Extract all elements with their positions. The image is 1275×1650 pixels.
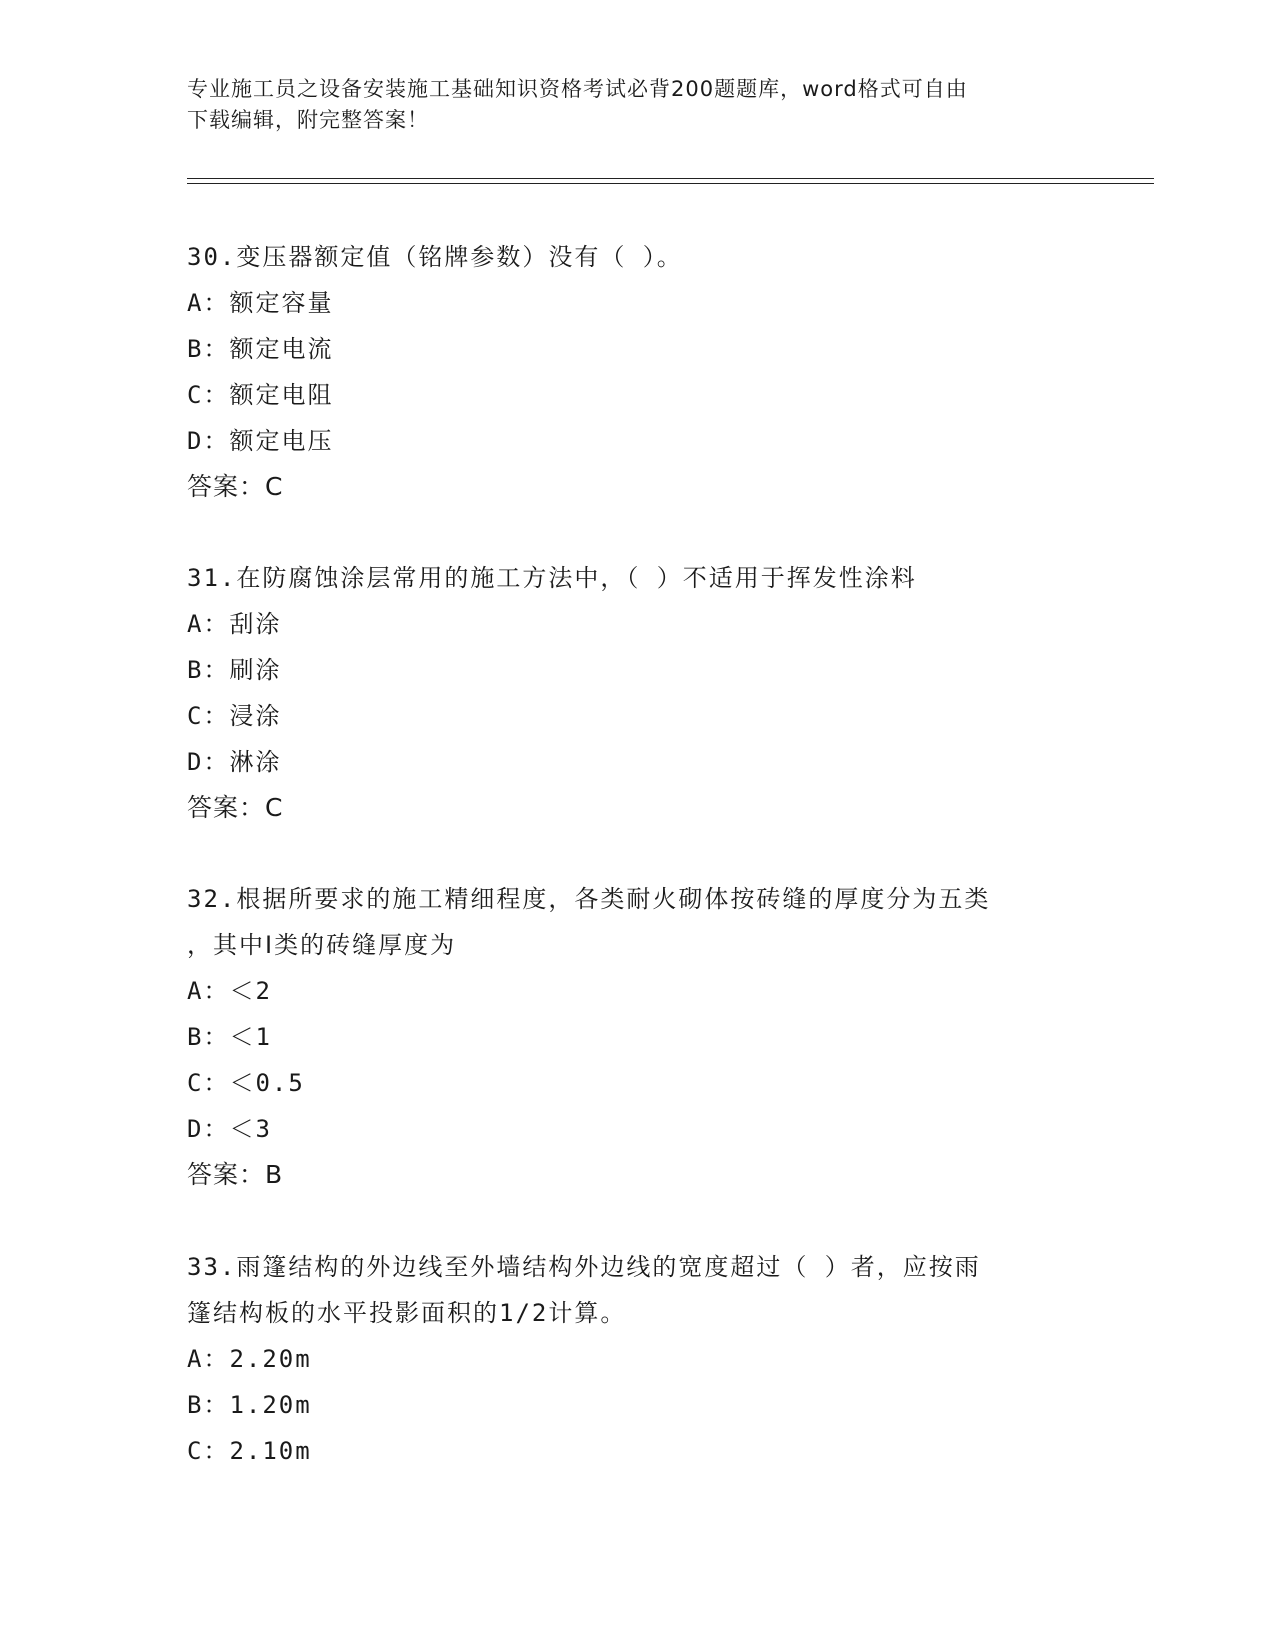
question-stem: 30.变压器额定值（铭牌参数）没有（ ）。 [187,243,683,271]
option-d: D：淋涂 [187,748,282,776]
question-stem-line-2: 篷结构板的水平投影面积的1/2计算。 [187,1299,627,1327]
question-stem-line-2: ，其中Ⅰ类的砖缝厚度为 [187,931,457,959]
option-d: D：＜3 [187,1115,272,1143]
question-stem: 31.在防腐蚀涂层常用的施工方法中，（ ）不适用于挥发性涂料 [187,564,917,592]
question-31 [187,555,1087,831]
option-b: B：1.20m [187,1391,312,1419]
option-a: A：刮涂 [187,610,282,638]
option-b: B：额定电流 [187,335,334,363]
answer-line: 答案：C [187,793,284,822]
header-line-1: 专业施工员之设备安装施工基础知识资格考试必背200题题库，word格式可自由 [187,77,968,101]
option-a: A：＜2 [187,977,272,1005]
option-c: C：2.10m [187,1437,312,1465]
answer-line: 答案：C [187,472,284,501]
answer-line: 答案：B [187,1160,284,1189]
header-divider-bottom [187,183,1154,184]
header-divider-top [187,178,1154,179]
option-a: A：额定容量 [187,289,334,317]
question-33 [187,1244,1087,1474]
option-a: A：2.20m [187,1345,312,1373]
document-header [187,74,1087,136]
question-32 [187,876,1087,1198]
option-b: B：刷涂 [187,656,282,684]
option-d: D：额定电压 [187,427,334,455]
question-30 [187,234,1087,510]
option-b: B：＜1 [187,1023,272,1051]
question-stem-line-1: 32.根据所要求的施工精细程度，各类耐火砌体按砖缝的厚度分为五类 [187,885,991,913]
option-c: C：额定电阻 [187,381,334,409]
option-c: C：浸涂 [187,702,282,730]
option-c: C：＜0.5 [187,1069,305,1097]
question-stem-line-1: 33.雨篷结构的外边线至外墙结构外边线的宽度超过（ ）者，应按雨 [187,1253,981,1281]
header-line-2: 下载编辑，附完整答案！ [187,108,429,132]
